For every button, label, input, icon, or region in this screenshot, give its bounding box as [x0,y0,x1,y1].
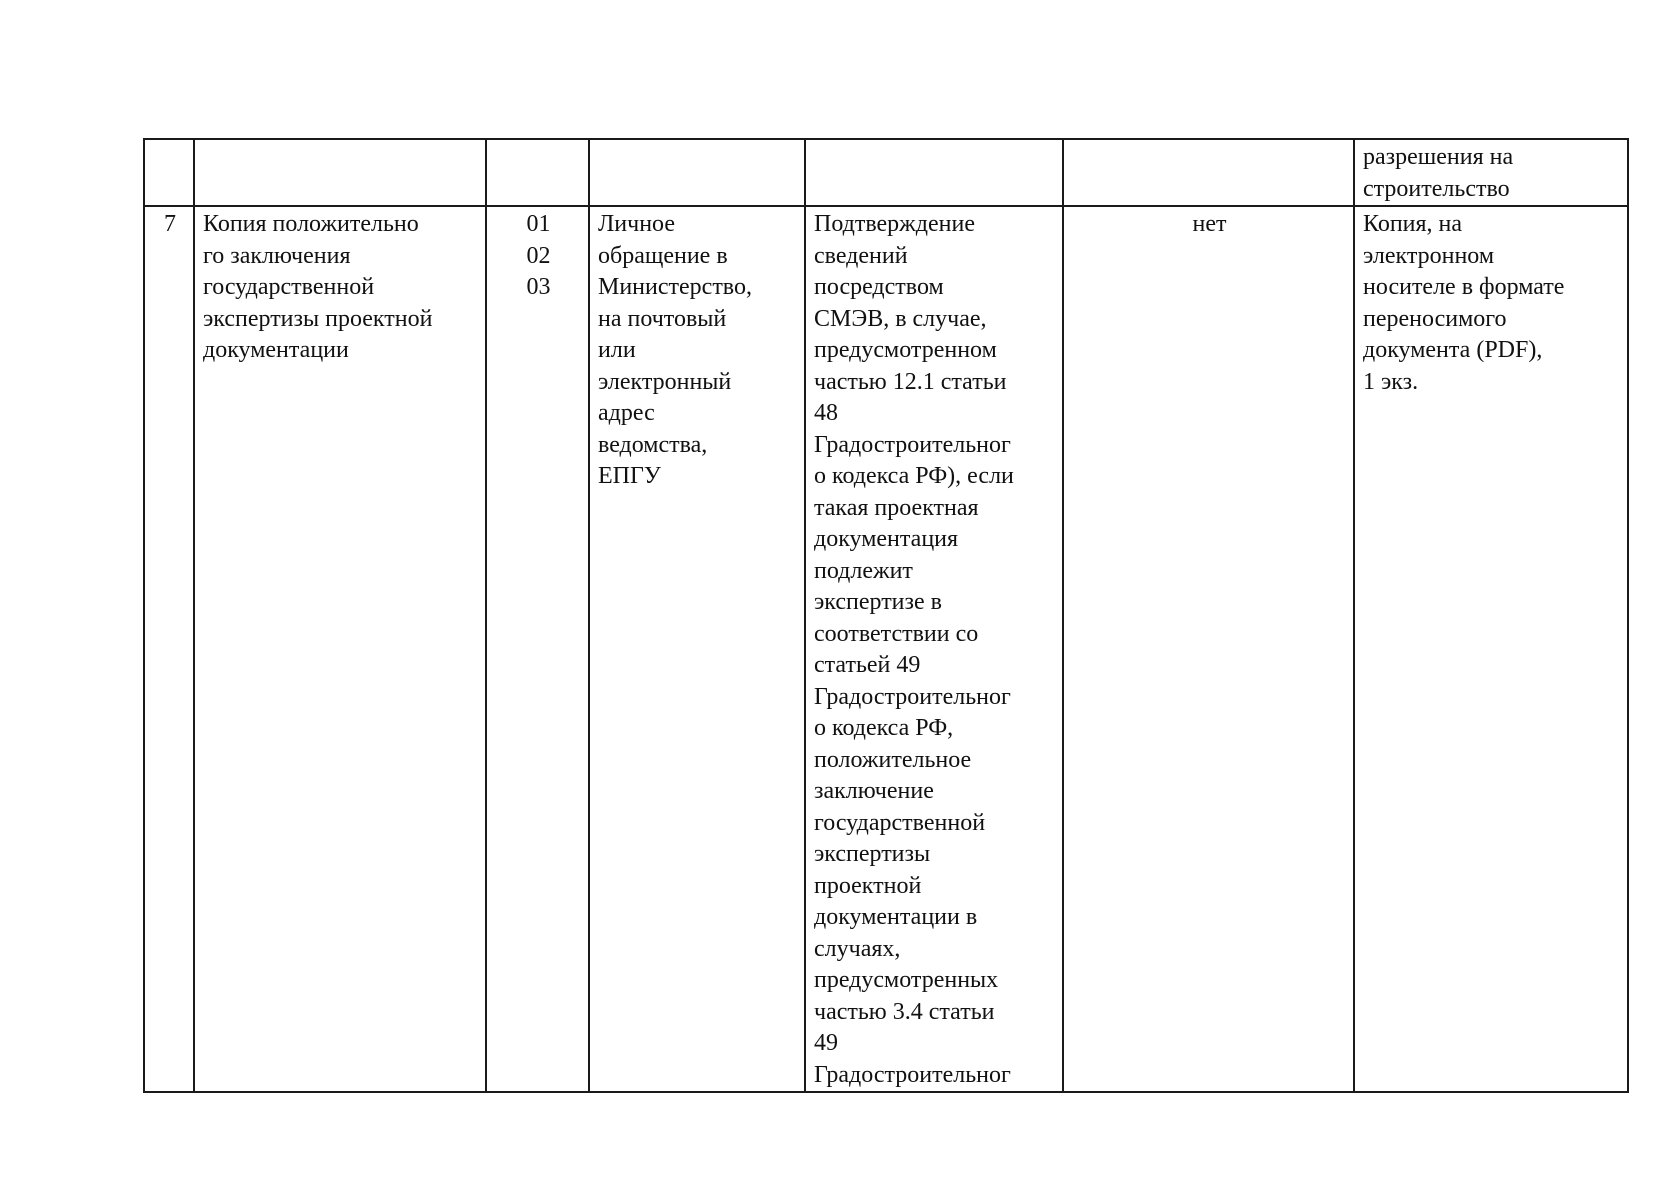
table-cell-submission-method [589,139,805,206]
table-cell-confirmation [805,139,1063,206]
table-cell-number: 7 [144,206,194,1092]
documents-table-container [143,138,1627,1093]
table-cell-requirements [1063,139,1354,206]
table-row-7 [144,206,1628,1092]
table-cell-document-name [194,139,486,206]
table-cell-document-name: Копия положительно го заключения государственной экспертизы проектной документации [194,206,486,1092]
table-cell-form: Копия, на электронном носителе в формате переносимого документа (PDF), 1 экз. [1354,206,1628,1092]
table-row-continuation [144,139,1628,206]
table-cell-requirements: нет [1063,206,1354,1092]
table-cell-codes [486,139,589,206]
table-cell-submission-method: Личное обращение в Министерство, на почтовый или электронный адрес ведомства, ЕПГУ [589,206,805,1092]
table-cell-number [144,139,194,206]
table-cell-codes: 01 02 03 [486,206,589,1092]
documents-table [143,138,1629,1093]
table-cell-confirmation: Подтверждение сведений посредством СМЭВ, в случае, предусмотренном частью 12.1 статьи 48 Градостроительног о кодекса РФ), если такая проектная документация подлежит экспертизе в соответствии со статьей 49 Градостроительног о кодекса РФ, положительное заключение государственной экспертизы проектной документации в случаях, предусмотренных частью 3.4 статьи 49 Градостроительног [805,206,1063,1092]
table-cell-form: разрешения на строительство [1354,139,1628,206]
